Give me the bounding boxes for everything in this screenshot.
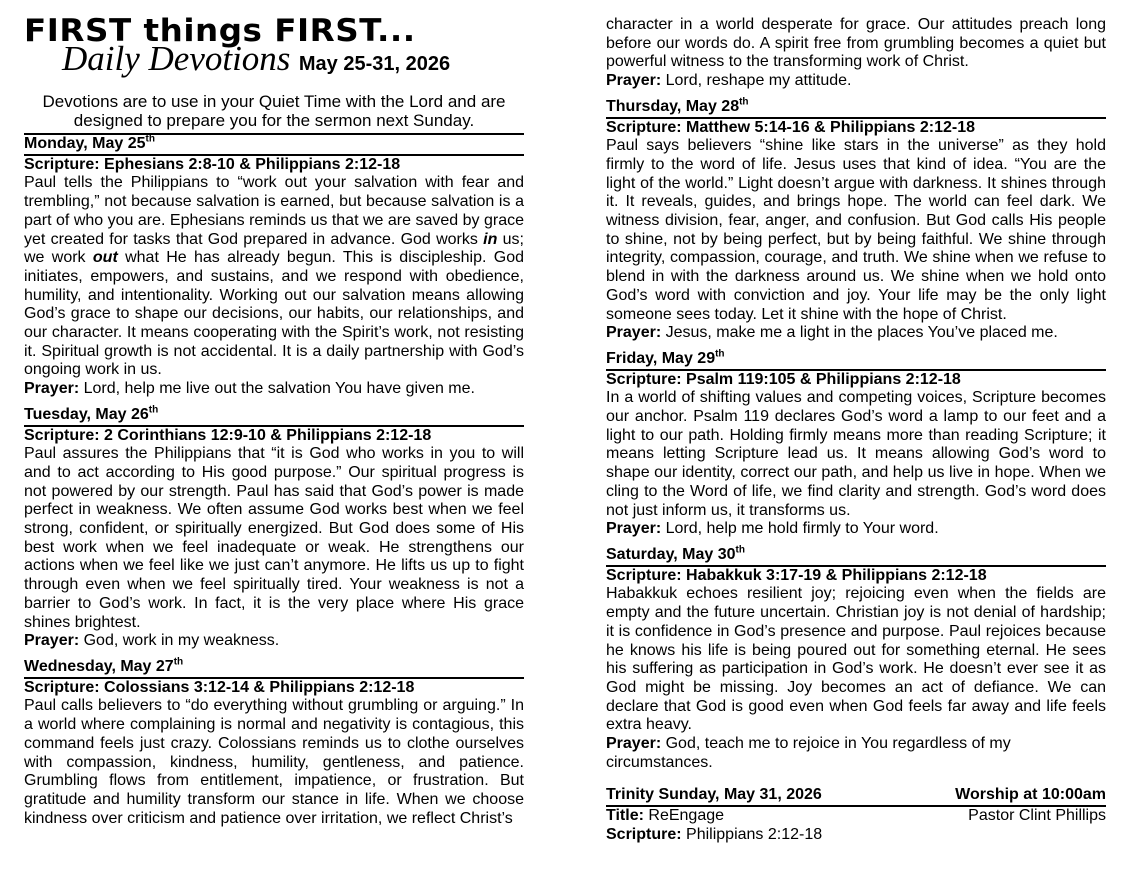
worship-time: Worship at 10:00am <box>955 786 1106 804</box>
scripture-monday: Scripture: Ephesians 2:8-10 & Philippians 2:12-18 <box>24 155 401 173</box>
day-heading-wednesday: Wednesday, May 27th <box>24 658 524 679</box>
left-column <box>24 0 524 828</box>
right-column <box>606 16 1106 845</box>
devotion-thursday: Paul says believers “shine like stars in the universe” as they hold firmly to the word of life. Jesus uses that kind of idea. “You are the light of the world.” Light doesn’t argue with darkness. It shines through it. It reveals, guides, and brings hope. The world can feel dark. We witness division, fear, anger, and confusion. But God calls His people to shine, not by being perfect, but by being faithful. We shine through integrity, compassion, courage, and truth. We shine when we refuse to blend in with the darkness around us. We shine when we hold onto God’s word with conviction and joy. Your life may be the only light someone sees today. Let it shine with the hope of Christ. <box>606 137 1106 323</box>
devotion-tuesday: Paul assures the Philippians that “it is God who works in you to will and to act according to His good purpose.” Our spiritual progress is not powered by our strength. Paul has said that God’s power is made perfect in weakness. We often assume God works best when we feel strong, confident, or spiritually energized. But God does some of His best work when we feel inadequate or weak. He strengthens our actions when we feel like we just can’t anymore. He lifts us up to fight through even when we feel spiritually tired. Your weakness is not a barrier to God’s work. In fact, it is the very place where His grace shines brightest. <box>24 445 524 631</box>
sunday-date: Trinity Sunday, May 31, 2026 <box>606 786 822 804</box>
date-range: May 25-31, 2026 <box>298 53 451 75</box>
day-heading-saturday: Saturday, May 30th <box>606 546 1106 567</box>
pastor-name: Pastor Clint Phillips <box>968 807 1106 825</box>
masthead-title: FIRST things FIRST... <box>24 13 416 49</box>
day-heading-tuesday: Tuesday, May 26th <box>24 406 524 427</box>
day-heading-thursday: Thursday, May 28th <box>606 98 1106 119</box>
scripture-saturday: Scripture: Habakkuk 3:17-19 & Philippians 2:12-18 <box>606 566 987 584</box>
sunday-heading <box>606 786 1106 807</box>
scripture-friday: Scripture: Psalm 119:105 & Philippians 2:12-18 <box>606 370 961 388</box>
prayer-wednesday: Prayer: Lord, reshape my attitude. <box>606 72 852 90</box>
subtitle-row <box>24 39 524 92</box>
prayer-monday: Prayer: Lord, help me live out the salvation You have given me. <box>24 380 475 398</box>
day-heading-monday: Monday, May 25th <box>24 135 524 156</box>
sermon-title-label: Title: <box>606 807 644 825</box>
prayer-tuesday: Prayer: God, work in my weakness. <box>24 632 280 650</box>
scripture-wednesday: Scripture: Colossians 3:12-14 & Philippians 2:12-18 <box>24 678 415 696</box>
devotion-wednesday-part1: Paul calls believers to “do everything without grumbling or arguing.” In a world where complaining is normal and negativity is contagious, this command feels just crazy. Colossians reminds us to clothe ourselves with compassion, kindness, humility, gentleness, and patience. Grumbling flows from entitlement, impatience, or frustration. But gratitude and humility transform our stance in life. When we choose kindness over criticism and patience over irritation, we reflect Christ’s <box>24 697 524 827</box>
scripture-tuesday: Scripture: 2 Corinthians 12:9-10 & Philippians 2:12-18 <box>24 426 432 444</box>
devotion-wednesday-part2: character in a world desperate for grace. Our attitudes preach long before our words do. A spirit free from grumbling becomes a quiet but powerful witness to the transforming work of Christ. <box>606 16 1106 71</box>
devotion-saturday: Habakkuk echoes resilient joy; rejoicing even when the fields are empty and the future uncertain. Christian joy is not denial of hardship; it is confidence in God’s presence and purpose. Paul rejoices because he knows his life is being poured out for something eternal. He sees his suffering as participation in God’s work. He doesn’t ever see it as God might be missing. Joy becomes an act of defiance. We can declare that God is good even when God feels far away and life feels extra heavy. <box>606 585 1106 734</box>
sermon-title-row <box>606 807 1106 826</box>
devotion-friday: In a world of shifting values and competing voices, Scripture becomes our anchor. Psalm 119 declares God’s word a lamp to our feet and a light to our path. Holding firmly means more than reading Scripture; it means letting Scripture lead us. It means allowing God’s word to shape our identity, correct our path, and help us live in hope. When we cling to the Word of life, we find clarity and strength. God’s word does not just inform us, it transforms us. <box>606 389 1106 519</box>
subtitle: Daily Devotions <box>62 39 291 78</box>
sermon-scripture: Scripture: Philippians 2:12-18 <box>606 825 823 843</box>
intro-text: Devotions are to use in your Quiet Time with the Lord and are designed to prepare you for the sermon next Sunday. <box>24 92 524 135</box>
sermon-title: ReEngage <box>648 807 725 825</box>
prayer-thursday: Prayer: Jesus, make me a light in the places You’ve placed me. <box>606 324 1058 342</box>
prayer-friday: Prayer: Lord, help me hold firmly to Your word. <box>606 520 939 538</box>
devotion-monday: Paul tells the Philippians to “work out your salvation with fear and trembling,” not because salvation is earned, but because salvation is a part of who you are. Ephesians reminds us that we are saved by grace yet created for tasks that God prepared in advance. God works in us; we work out what He has already begun. This is discipleship. God initiates, empowers, and sustains, and we respond with obedience, humility, and intentionality. Working out our salvation means allowing God’s grace to shape our decisions, our habits, our relationships, and our character. It means cooperating with the Spirit’s work, not resisting it. Spiritual growth is not accidental. It is a daily partnership with God’s ongoing work in us. <box>24 174 525 379</box>
prayer-saturday: Prayer: God, teach me to rejoice in You regardless of my circumstances. <box>606 735 1011 771</box>
day-heading-friday: Friday, May 29th <box>606 350 1106 371</box>
scripture-thursday: Scripture: Matthew 5:14-16 & Philippians 2:12-18 <box>606 118 975 136</box>
